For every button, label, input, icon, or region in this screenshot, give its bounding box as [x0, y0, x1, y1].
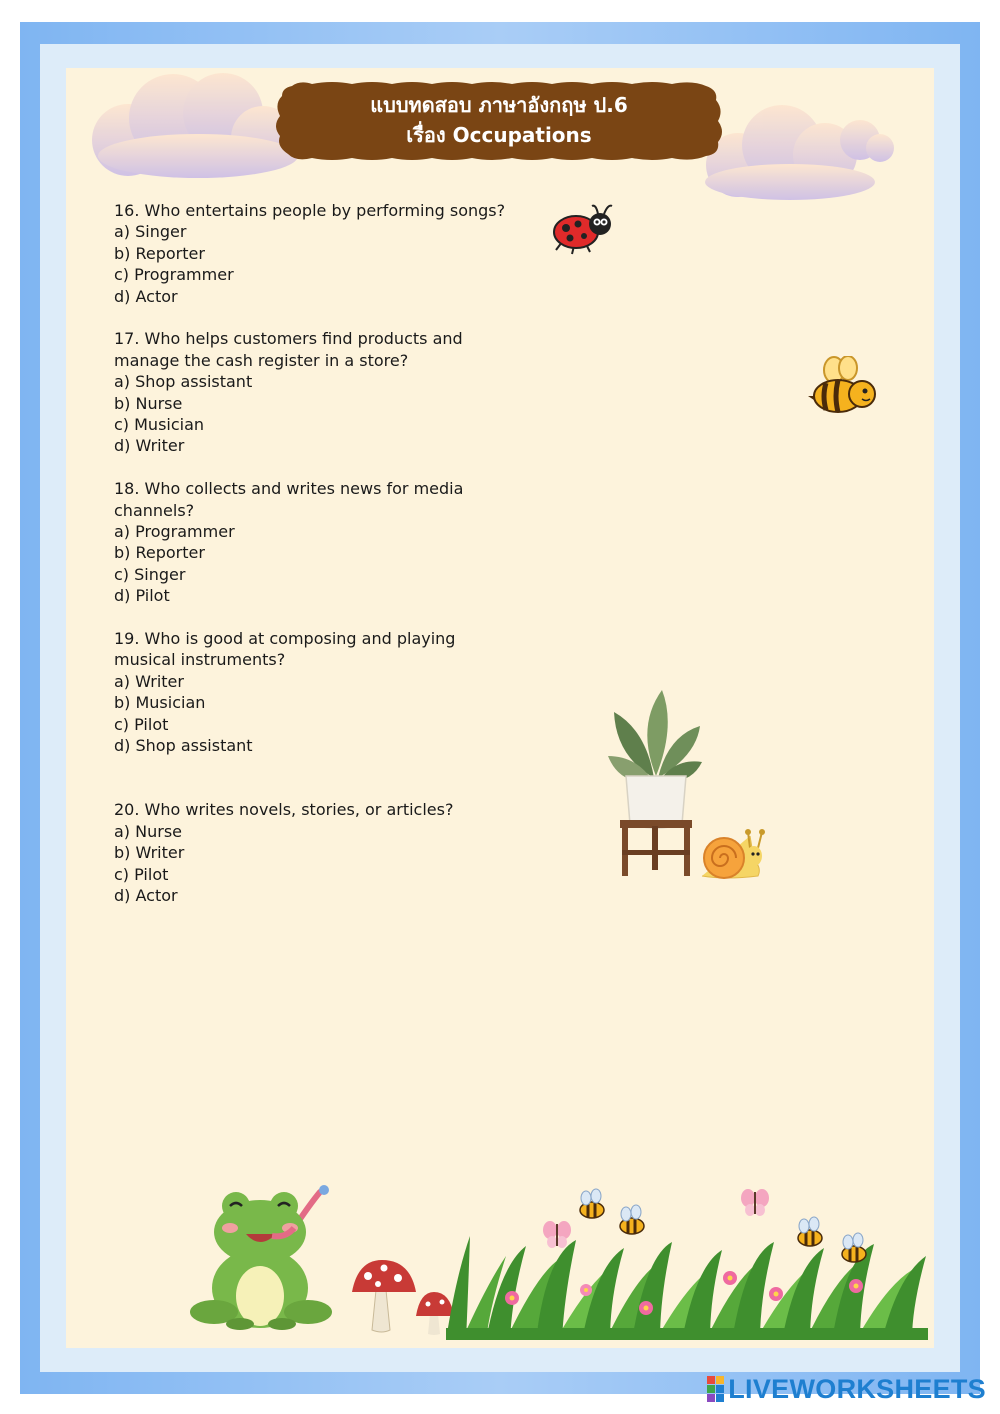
option-a[interactable]: a) Writer	[114, 671, 184, 691]
question-text: 17. Who helps customers find products and	[114, 329, 463, 349]
option-b[interactable]: b) Writer	[114, 843, 185, 863]
question-19	[114, 628, 534, 756]
question-text-cont: channels?	[114, 500, 195, 520]
liveworksheets-logo	[707, 1374, 986, 1404]
option-d[interactable]: d) Actor	[114, 286, 178, 306]
option-d[interactable]: d) Writer	[114, 436, 185, 456]
logo-squares-icon	[707, 1376, 724, 1402]
ladybug-icon	[552, 202, 616, 256]
option-b[interactable]: b) Musician	[114, 693, 206, 713]
question-text: 18. Who collects and writes news for media	[114, 479, 464, 499]
question-20	[114, 799, 534, 906]
question-18	[114, 478, 534, 606]
question-text-cont: manage the cash register in a store?	[114, 350, 409, 370]
option-c[interactable]: c) Musician	[114, 415, 205, 435]
option-a[interactable]: a) Singer	[114, 222, 187, 242]
option-d[interactable]: d) Pilot	[114, 586, 170, 606]
question-text-cont: musical instruments?	[114, 650, 286, 670]
option-b[interactable]: b) Reporter	[114, 543, 205, 563]
snail-icon	[696, 826, 768, 882]
mushrooms-icon	[348, 1256, 458, 1338]
question-17	[114, 328, 534, 456]
option-b[interactable]: b) Reporter	[114, 243, 205, 263]
frog-icon	[190, 1184, 350, 1334]
worksheet-subtitle: เรื่อง Occupations	[406, 123, 592, 147]
question-text: 19. Who is good at composing and playing	[114, 629, 456, 649]
option-d[interactable]: d) Shop assistant	[114, 736, 253, 756]
title-plaque	[272, 80, 726, 162]
worksheet-title: แบบทดสอบ ภาษาอังกฤษ ป.6	[370, 93, 628, 117]
question-list	[114, 200, 534, 906]
option-a[interactable]: a) Programmer	[114, 522, 235, 542]
option-c[interactable]: c) Programmer	[114, 265, 234, 285]
option-b[interactable]: b) Nurse	[114, 393, 183, 413]
question-16	[114, 200, 534, 307]
option-a[interactable]: a) Shop assistant	[114, 372, 253, 392]
option-c[interactable]: c) Pilot	[114, 864, 169, 884]
cloud-right-icon	[700, 100, 900, 205]
question-text: 16. Who entertains people by performing songs?	[114, 201, 506, 220]
option-a[interactable]: a) Nurse	[114, 821, 182, 841]
option-c[interactable]: c) Singer	[114, 564, 186, 584]
bees-and-butterflies-icon	[536, 1182, 876, 1274]
logo-text: LIVEWORKSHEETS	[728, 1373, 986, 1404]
question-text: 20. Who writes novels, stories, or articles?	[114, 800, 454, 820]
bee-icon	[808, 356, 878, 420]
potted-plant-icon	[606, 686, 706, 878]
option-c[interactable]: c) Pilot	[114, 714, 169, 734]
option-d[interactable]: d) Actor	[114, 885, 178, 905]
